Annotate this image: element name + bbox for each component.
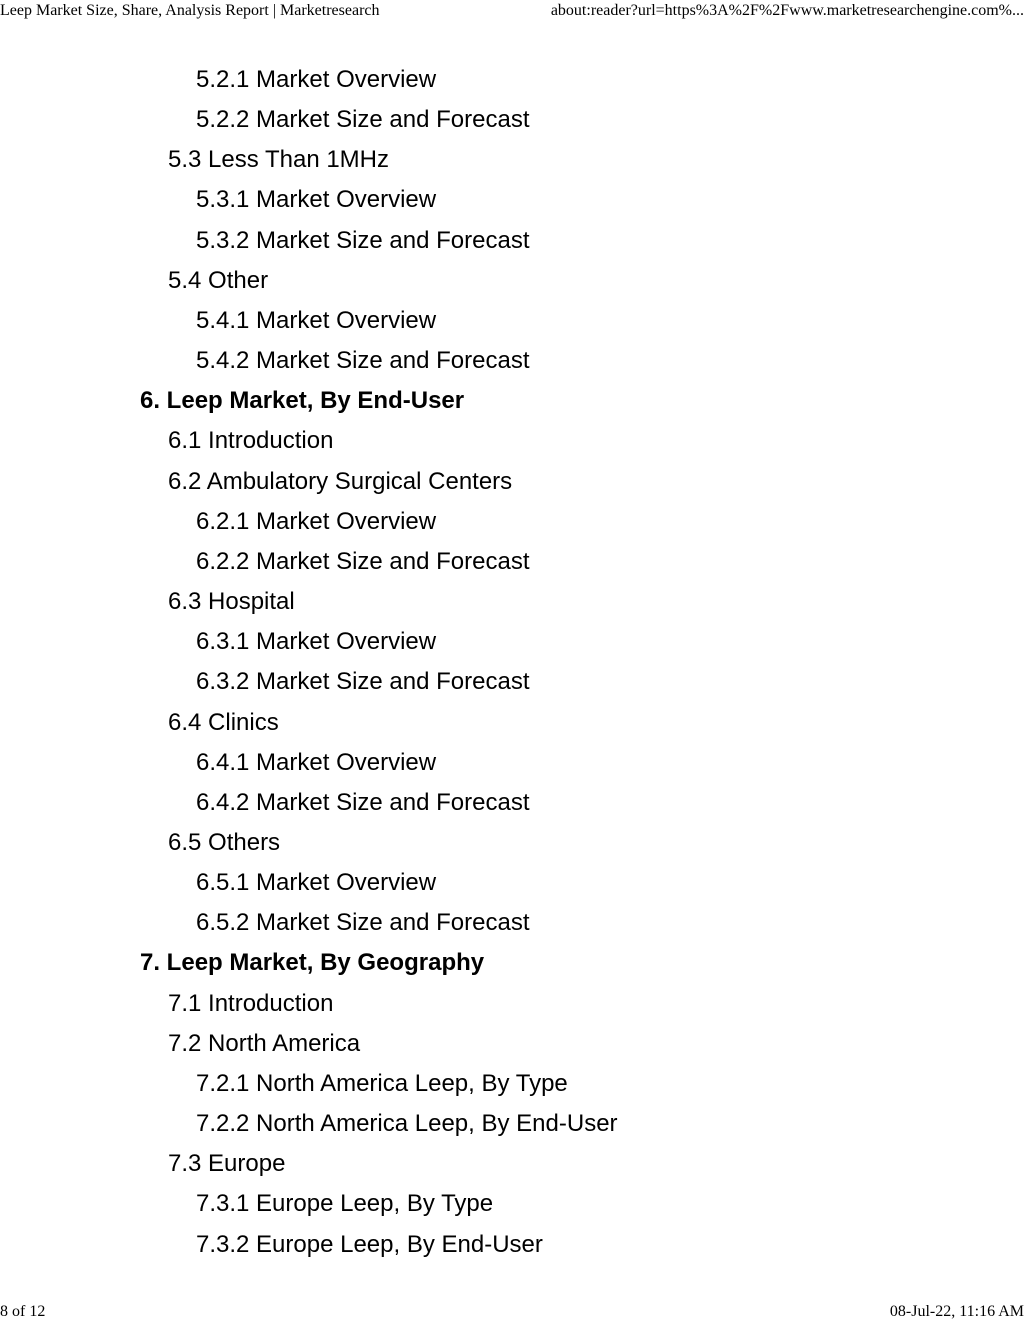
toc-item: 5.3.2 Market Size and Forecast [196,226,530,254]
toc-item: 5.3 Less Than 1MHz [168,146,390,174]
toc-item: 6.1 Introduction [168,427,334,455]
toc-item: 6.3 Hospital [168,588,295,616]
toc-item: 6.2 Ambulatory Surgical Centers [168,467,513,495]
toc-item: 7.3.2 Europe Leep, By End-User [196,1230,543,1258]
toc-item: 7.3 Europe [168,1150,286,1178]
toc-item: 6.5.2 Market Size and Forecast [196,909,530,937]
toc-item: 6.5 Others [168,828,281,856]
toc-item: 6.4.2 Market Size and Forecast [196,788,530,816]
toc-item: 7.2.1 North America Leep, By Type [196,1069,568,1097]
page-number: 8 of 12 [0,1303,46,1320]
toc-item: 5.4.2 Market Size and Forecast [196,347,530,375]
toc-item: 6.5.1 Market Overview [196,869,437,897]
toc-item: 7.1 Introduction [168,989,334,1017]
toc-item: 6.3.2 Market Size and Forecast [196,668,530,696]
toc-item: 6.3.1 Market Overview [196,628,437,656]
table-of-contents [140,60,940,1265]
toc-item: 5.4.1 Market Overview [196,306,437,334]
toc-item: 7.2.2 North America Leep, By End-User [196,1110,618,1138]
toc-item: 6.4.1 Market Overview [196,748,437,776]
toc-section-heading: 7. Leep Market, By Geography [140,949,485,977]
page-title: Leep Market Size, Share, Analysis Report | Marketresearch [0,2,380,19]
toc-item: 5.3.1 Market Overview [196,186,437,214]
toc-section-heading: 6. Leep Market, By End-User [140,387,465,415]
toc-item: 7.2 North America [168,1029,361,1057]
page-url: about:reader?url=https%3A%2F%2Fwww.marketresearchengine.com%... [550,2,1024,19]
print-datetime: 08-Jul-22, 11:16 AM [889,1303,1024,1320]
toc-item: 6.2.1 Market Overview [196,507,437,535]
toc-item: 5.2.2 Market Size and Forecast [196,106,530,134]
toc-item: 5.4 Other [168,266,269,294]
toc-item: 6.2.2 Market Size and Forecast [196,547,530,575]
print-footer [0,1301,1024,1325]
toc-item: 7.3.1 Europe Leep, By Type [196,1190,494,1218]
toc-item: 5.2.1 Market Overview [196,66,437,93]
toc-item: 6.4 Clinics [168,708,279,736]
print-header [0,0,1024,24]
